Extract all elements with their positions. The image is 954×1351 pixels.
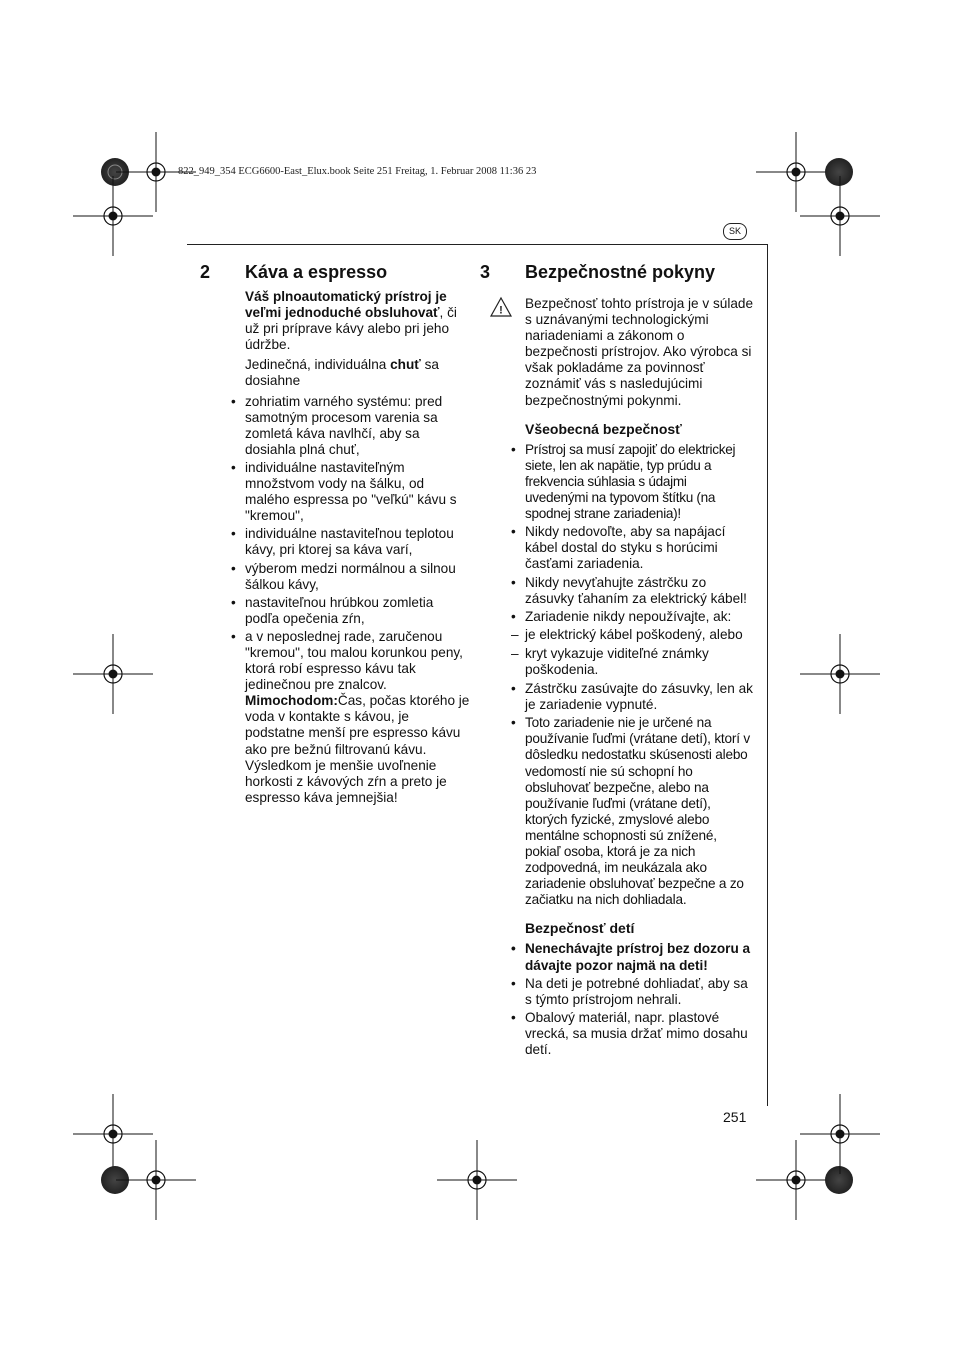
section-2-body bbox=[231, 289, 471, 810]
right-rule bbox=[767, 244, 768, 1106]
intro-rest: , či už pri príprave kávy alebo pri jeho údržbe. bbox=[245, 305, 457, 353]
section-3-number: 3 bbox=[480, 262, 491, 282]
list-item: • Nikdy nedovoľte, aby sa napájací kábel dostal do styku s horúcimi časťami zariadenia. bbox=[511, 524, 753, 572]
intro-bold: Váš plnoautomatický prístroj je veľmi jednoduché obsluhovať bbox=[245, 289, 447, 321]
unique-post: sa dosiahne bbox=[245, 357, 439, 389]
section-3-title: Bezpečnostné pokyny bbox=[525, 262, 716, 282]
child-safety-bullets bbox=[511, 941, 753, 1058]
section-2-unique bbox=[231, 357, 471, 389]
list-item: • zohriatim varného systému: pred samotným procesom varenia sa zomletá káva navlhčí, aby sa dosiahla plná chuť, bbox=[231, 394, 471, 458]
unique-bold: chuť bbox=[390, 357, 421, 373]
section-3-body bbox=[511, 296, 753, 1060]
general-safety-bullets-2 bbox=[511, 681, 753, 908]
section-3-intro: Bezpečnosť tohto prístroja je v súlade s uznávanými technologickými nariadeniami a zákonom o bezpečnosti prístrojov. Ako výrobca si však pokladáme za povinnosť zoznámiť vás s nasledujúcimi bezpečnostnými pokynmi. bbox=[525, 296, 754, 408]
svg-text:!: ! bbox=[499, 304, 503, 317]
page-number: 251 bbox=[723, 1109, 747, 1125]
list-item: – kryt vykazuje viditeľné známky poškodenia. bbox=[511, 646, 753, 678]
note-bold: Mimochodom: bbox=[245, 693, 338, 709]
list-item: • Zariadenie nikdy nepoužívajte, ak: bbox=[511, 609, 753, 625]
section-2-title: Káva a espresso bbox=[245, 262, 388, 282]
list-item: – je elektrický kábel poškodený, alebo bbox=[511, 627, 753, 643]
general-safety-heading: Všeobecná bezpečnosť bbox=[525, 420, 682, 437]
section-2-number: 2 bbox=[200, 262, 211, 282]
list-item: • individuálne nastaviteľným množstvom vody na šálku, od malého espressa po "veľkú" kávu s "kremou", bbox=[231, 460, 471, 524]
top-rule bbox=[187, 244, 768, 245]
list-item: • Toto zariadenie nie je určené na používanie ľuďmi (vrátane detí), ktorí v dôsledku nedostatku skúsenosti alebo vedomostí nie sú schopní ho obsluhovať bezpečne, alebo na používanie ľuďmi (vrátane detí), ktorých fyzické, zmyslové alebo mentálne schopnosti sú znížené, pokiaľ osoba, ktorá je za nich zodpovedná, im neukázala ako zariadenie obsluhovať bezpečne a zo začiatku na nich dohliadala. bbox=[511, 715, 753, 908]
print-slug: 822_949_354 ECG6600-East_Elux.book Seite 251 Freitag, 1. Februar 2008 11:36 23 bbox=[178, 166, 537, 177]
section-2-intro bbox=[231, 289, 471, 353]
list-item: • Obalový materiál, napr. plastové vrecká, sa musia držať mimo dosahu detí. bbox=[511, 1010, 753, 1058]
note-text: Čas, počas ktorého je voda v kontakte s kávou, je podstatne menší pre espresso kávu ako pre bežnú filtrovanú kávu. Výsledkom je menšie uvoľnenie horkosti z kávových zŕn a preto je espresso káva jemnejšia! bbox=[245, 693, 470, 805]
language-badge: SK bbox=[723, 223, 747, 240]
condition-dash-list bbox=[511, 627, 753, 678]
unique-pre: Jedinečná, individuálna bbox=[245, 357, 391, 373]
list-item: • Nikdy nevyťahujte zástrčku zo zásuvky ťahaním za elektrický kábel! bbox=[511, 575, 753, 607]
child-safety-heading: Bezpečnosť detí bbox=[525, 920, 635, 937]
list-item: • Na deti je potrebné dohliadať, aby sa s týmto prístrojom nehrali. bbox=[511, 976, 753, 1008]
list-item: • Nenechávajte prístroj bez dozoru a dávajte pozor najmä na deti! bbox=[511, 941, 753, 973]
list-item: • Prístroj sa musí zapojiť do elektrickej siete, len ak napätie, typ prúdu a frekvencia súhlasia s údajmi uvedenými na typovom štítku (na spodnej strane zariadenia)! bbox=[511, 442, 753, 522]
section-2-bullets bbox=[231, 394, 471, 694]
list-item: • výberom medzi normálnou a silnou šálkou kávy, bbox=[231, 561, 471, 593]
warning-triangle-icon bbox=[489, 296, 513, 318]
list-item: • a v neposlednej rade, zaručenou "kremou", tou malou korunkou peny, ktorá robí espresso kávu tak jedinečnou pre znalcov. bbox=[231, 629, 471, 693]
list-item: • nastaviteľnou hrúbkou zomletia podľa opečenia zŕn, bbox=[231, 595, 471, 627]
section-2-note bbox=[231, 693, 471, 806]
general-safety-bullets bbox=[511, 442, 753, 625]
list-item: • individuálne nastaviteľnou teplotou kávy, pri ktorej sa káva varí, bbox=[231, 526, 471, 558]
list-item: • Zástrčku zasúvajte do zásuvky, len ak je zariadenie vypnuté. bbox=[511, 681, 753, 713]
